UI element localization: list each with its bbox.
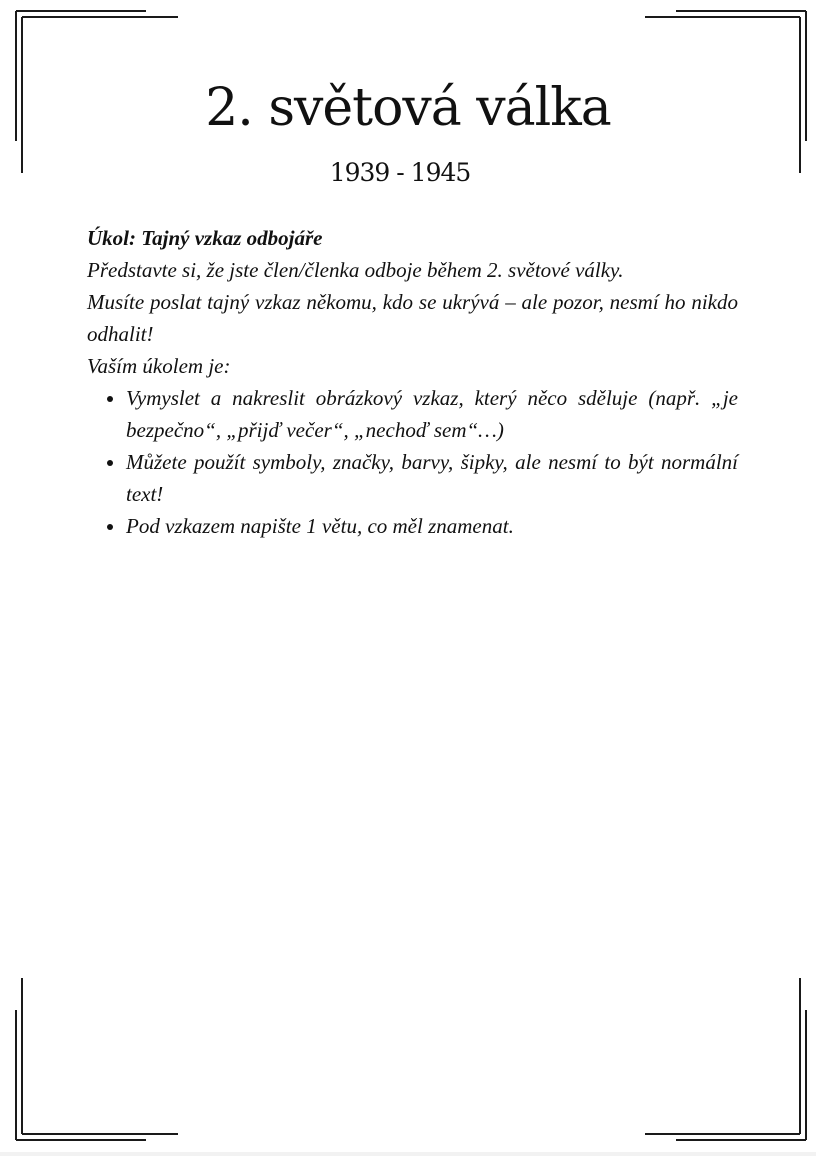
instruction-paragraph: Musíte poslat tajný vzkaz někomu, kdo se ukrývá – ale pozor, nesmí ho nikdo odhalit!: [87, 290, 738, 346]
task-lead-in: Vaším úkolem je:: [87, 354, 231, 378]
page-subtitle-years: 1939 - 1945: [329, 158, 471, 187]
task-bullet-item: • Vymyslet a nakreslit obrázkový vzkaz, který něco sděluje (např. „je bezpečno“, „přijď večer“, „nechoď sem“…): [126, 382, 738, 446]
page-title: 2. světová válka: [205, 78, 611, 138]
task-bullet-list: [87, 382, 738, 542]
corner-ornament-bottom-right: [626, 962, 816, 1152]
corner-ornament-bottom-left: [0, 962, 190, 1152]
task-bullet-item: • Pod vzkazem napište 1 větu, co měl znamenat.: [126, 510, 738, 542]
intro-paragraph: Představte si, že jste člen/členka odboje během 2. světové války.: [87, 258, 624, 282]
task-bullet-item: • Můžete použít symboly, značky, barvy, šipky, ale nesmí to být normální text!: [126, 446, 738, 510]
task-heading: Úkol: Tajný vzkaz odbojáře: [87, 226, 323, 250]
task-content: [87, 222, 738, 542]
